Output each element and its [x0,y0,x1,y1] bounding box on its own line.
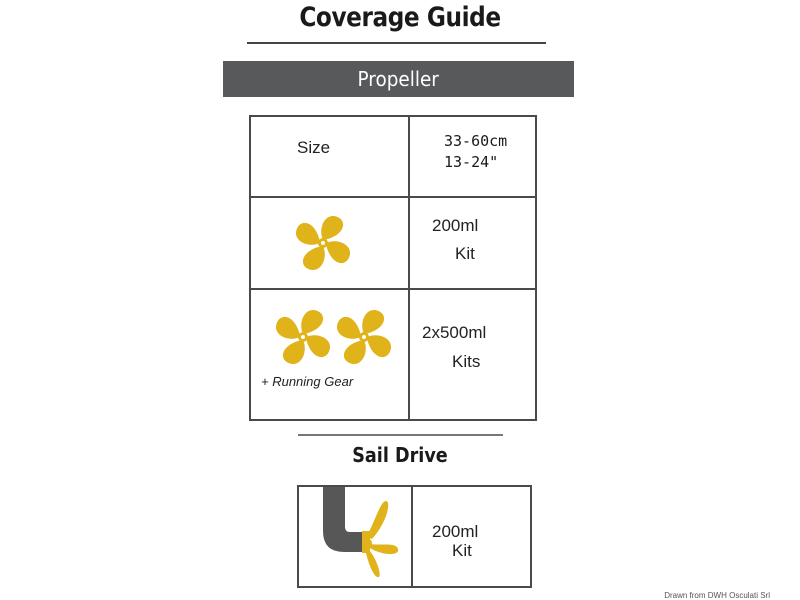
twin-propeller-kits-label: Kits [452,352,481,371]
image-credit: Drawn from DWH Osculati Srl [664,591,770,600]
section-divider [298,434,503,436]
propeller-banner [223,61,574,97]
size-label: Size [297,138,331,157]
table-column-divider [408,115,410,421]
propeller-icon [293,213,353,278]
size-value-inch: 13-24" [444,153,499,171]
twin-propeller-icon [273,305,395,374]
sail-drive-quantity: 200ml [432,522,479,541]
propeller-quantity: 200ml [432,216,479,235]
sail-drive-title: Sail Drive [352,443,448,467]
page-title: Coverage Guide [299,2,501,33]
sail-drive-kit-label: Kit [452,541,472,560]
table-row-divider [249,196,537,198]
twin-propeller-quantity: 2x500ml [422,323,487,342]
propeller-banner-label: Propeller [357,67,440,91]
running-gear-note: + Running Gear [261,374,354,389]
propeller-kit-label: Kit [455,244,475,263]
table-row-divider [249,288,537,290]
sail-drive-column-divider [411,485,413,588]
size-value-cm: 33-60cm [444,132,508,150]
sail-drive-icon [318,487,404,584]
title-divider [247,42,546,44]
